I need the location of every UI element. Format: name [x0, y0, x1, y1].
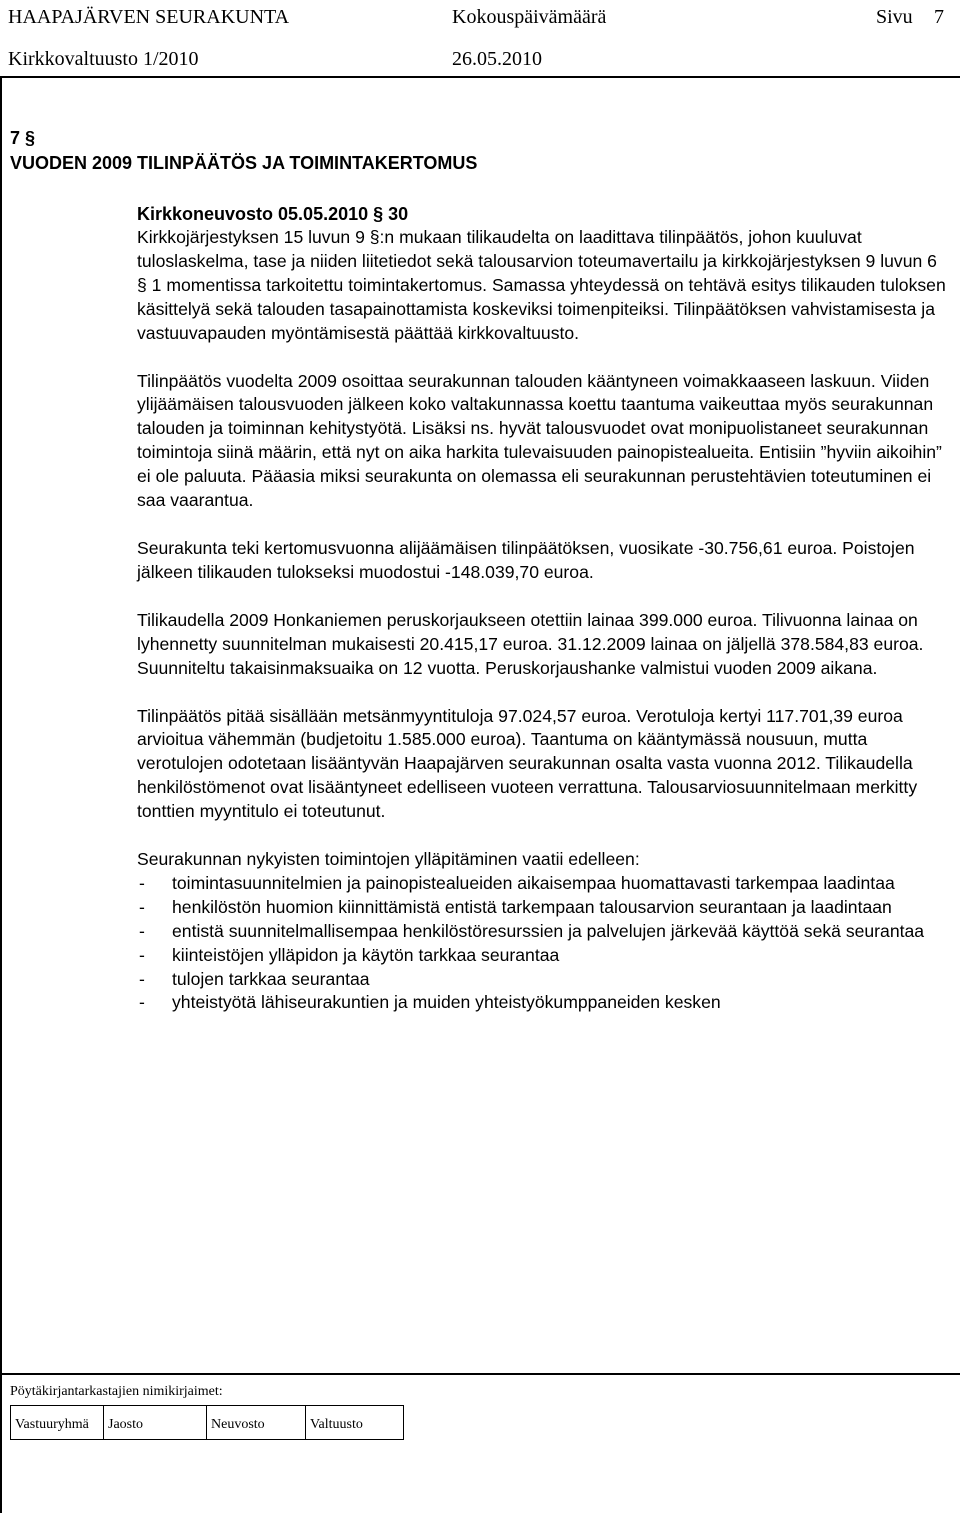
- meeting-date: 26.05.2010: [452, 48, 542, 70]
- meeting-date-label: Kokouspäivämäärä: [452, 6, 607, 28]
- bullet-dash: -: [139, 872, 145, 893]
- document-body: [137, 226, 949, 1015]
- left-border: [0, 76, 2, 1513]
- list-item-text: entistä suunnitelmallisempaa henkilöstöresurssien ja palvelujen järkevää käyttöä sekä seurantaa: [172, 920, 925, 941]
- bullet-dash: -: [139, 968, 145, 989]
- list-item: [137, 872, 949, 896]
- table-cell-committee: Jaosto: [104, 1406, 207, 1440]
- list-item-text: henkilöstön huomion kiinnittämistä entistä tarkempaan talousarvion seurantaan ja laadintaan: [172, 896, 892, 917]
- requirements-intro: Seurakunnan nykyisten toimintojen ylläpitäminen vaatii edelleen:: [137, 849, 640, 870]
- bullet-dash: -: [139, 992, 145, 1013]
- bullet-dash: -: [139, 944, 145, 965]
- list-item-text: yhteistyötä lähiseurakuntien ja muiden yhteistyökumppaneiden kesken: [172, 992, 721, 1013]
- list-item-text: tulojen tarkkaa seurantaa: [172, 968, 370, 989]
- signatures-label: Pöytäkirjantarkastajien nimikirjaimet:: [10, 1384, 223, 1399]
- section-title: VUODEN 2009 TILINPÄÄTÖS JA TOIMINTAKERTOMUS: [10, 153, 478, 173]
- paragraph: Tilinpäätös pitää sisällään metsänmyyntituloja 97.024,57 euroa. Verotuloja kertyi 117.701,39 euroa arvioitua vähemmän (budjetoitu 1.585.000 euroa). Taantuma on kääntymässä nousuun, mutta verotulojen odotetaan lisääntyvän Haapajärven seurakunnan osalta vasta vuonna 2012. Tilikaudella henkilöstömenot ovat lisääntyneet edelliseen vuoteen verrattuna. Talousarviosuunnitelmaan merkitty tonttien myyntitulo ei toteutunut.: [137, 705, 918, 822]
- list-item: [137, 896, 949, 920]
- page-label: Sivu: [876, 6, 913, 28]
- bullet-dash: -: [139, 920, 145, 941]
- section-number: 7 §: [10, 128, 36, 148]
- list-item: [137, 944, 949, 968]
- list-item: [137, 968, 949, 992]
- list-item: [137, 920, 949, 944]
- approval-table: [10, 1405, 404, 1440]
- paragraph: Seurakunta teki kertomusvuonna alijäämäisen tilinpäätöksen, vuosikate -30.756,61 euroa. Poistojen jälkeen tilikauden tulokseksi muodostui -148.039,70 euroa.: [137, 537, 915, 582]
- paragraph: Tilikaudella 2009 Honkaniemen peruskorjaukseen otettiin lainaa 399.000 euroa. Tilivuonna lainaa on lyhennetty suunnitelman mukaisesti 20.415,17 euroa. 31.12.2009 lainaa on jäljellä 378.584,83 euroa. Suunniteltu takaisinmaksuaika on 12 vuotta. Peruskorjaushanke valmistui vuoden 2009 aikana.: [137, 609, 924, 678]
- page-number: 7: [934, 6, 944, 28]
- bullet-dash: -: [139, 896, 145, 917]
- meeting-name: Kirkkovaltuusto 1/2010: [8, 48, 199, 70]
- table-cell-council: Neuvosto: [207, 1406, 306, 1440]
- section-reference: Kirkkoneuvosto 05.05.2010 § 30: [137, 204, 409, 224]
- footer-divider: [0, 1373, 960, 1375]
- requirements-list: [137, 872, 949, 1015]
- paragraph: Tilinpäätös vuodelta 2009 osoittaa seurakunnan talouden kääntyneen voimakkaaseen laskuun. Viiden ylijäämäisen talousvuoden jälkeen koko valtakunnassa koettu taantuma vaikeuttaa myös seurakunnan talouden ja toiminnan kehitystyötä. Lisäksi ns. hyvät talousvuodet ovat monipuolistaneet seurakunnan toimintoja siinä määrin, että nyt on aika harkita tulevaisuuden painopistealueita. Entisiin ”hyviin aikoihin” ei ole paluuta. Pääasia miksi seurakunta on olemassa eli seurakunnan perustehtävien toteutuminen ei saa vaarantua.: [137, 370, 942, 511]
- list-item: [137, 991, 949, 1015]
- paragraph: Kirkkojärjestyksen 15 luvun 9 §:n mukaan tilikaudelta on laadittava tilinpäätös, johon kuuluvat tuloslaskelma, tase ja niiden liitetiedot sekä talousarvion toteumavertailu ja kirkkojärjestyksen 9 luvun 6 § 1 momentissa tarkoitettu toimintakertomus. Samassa yhteydessä on tehtävä esitys tilikauden tuloksen käsittelyä sekä talouden tasapainottamista koskeviksi toimenpiteiksi. Tilinpäätöksen vahvistamisesta ja vastuuvapauden myöntämisestä päättää kirkkovaltuusto.: [137, 227, 946, 343]
- list-item-text: toimintasuunnitelmien ja painopistealueiden aikaisempaa huomattavasti tarkempaa laadintaa: [172, 872, 895, 893]
- organization-name: HAAPAJÄRVEN SEURAKUNTA: [8, 6, 290, 28]
- table-row: [11, 1406, 404, 1440]
- header-divider: [0, 76, 960, 78]
- list-item-text: kiinteistöjen ylläpidon ja käytön tarkkaa seurantaa: [172, 944, 560, 965]
- table-cell-responsibility-group: Vastuuryhmä: [11, 1406, 104, 1440]
- table-cell-assembly: Valtuusto: [306, 1406, 404, 1440]
